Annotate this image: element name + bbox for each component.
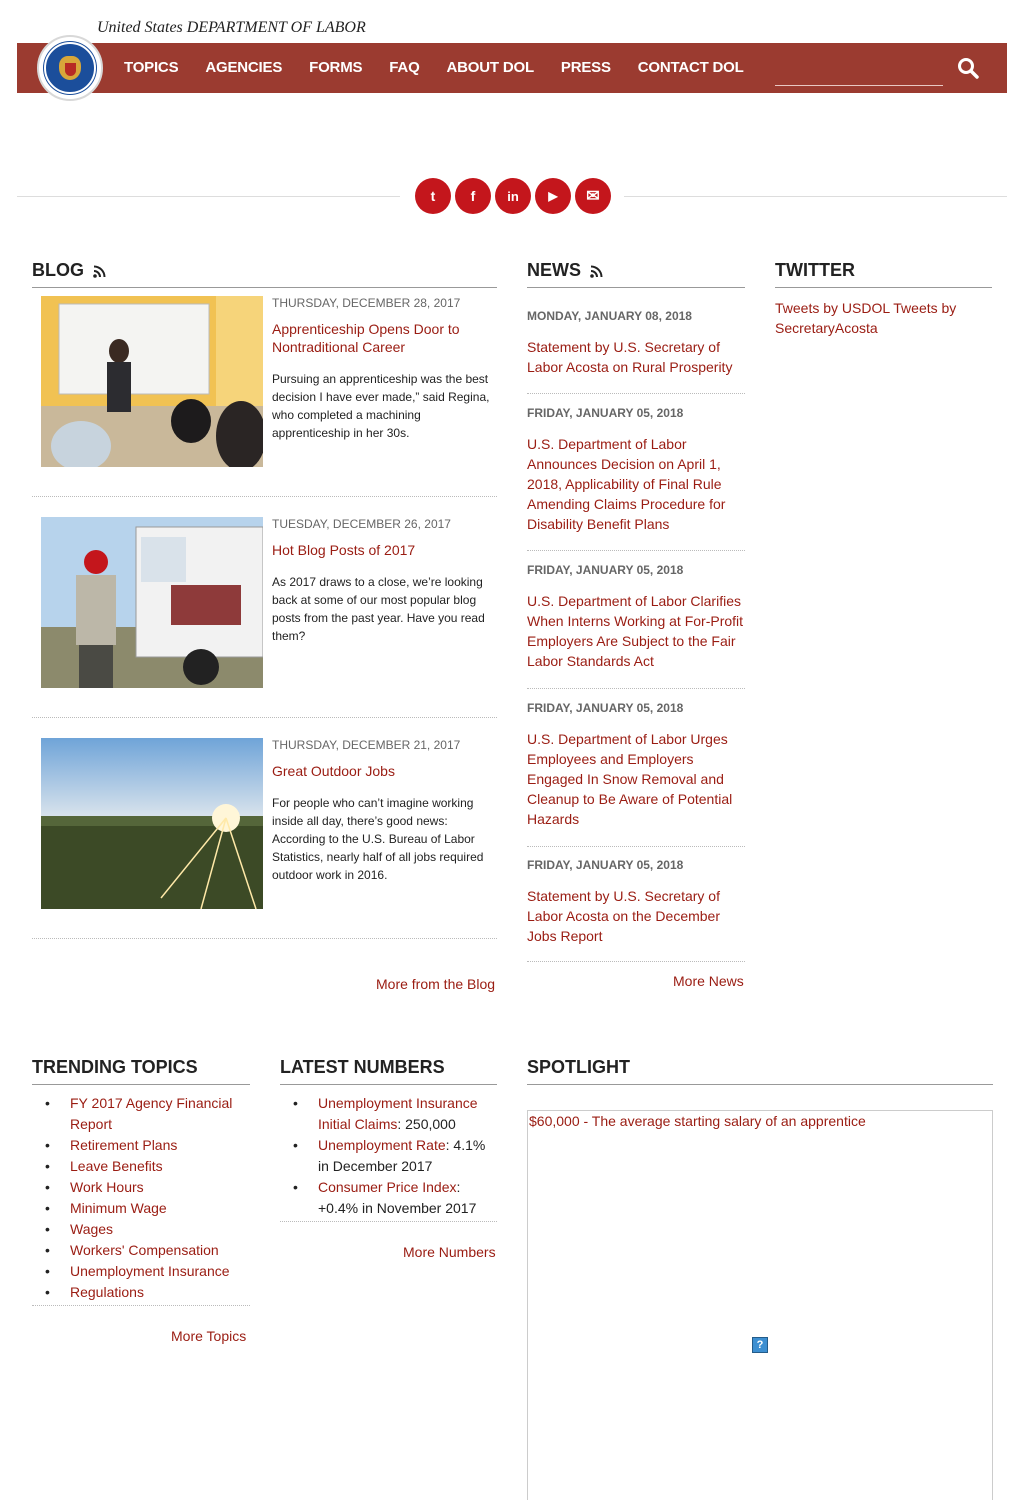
field-sunset-photo[interactable] (41, 738, 263, 909)
trending-topics-list (32, 1093, 250, 1306)
list-item (32, 1093, 250, 1135)
news-title-link[interactable]: Statement by U.S. Secretary of Labor Acosta on the December Jobs Report (527, 888, 721, 944)
nav-press[interactable]: PRESS (560, 59, 611, 76)
broken-image-icon: ? (752, 1337, 768, 1353)
blog-post (32, 497, 497, 718)
latest-numbers-heading: LATEST NUMBERS (280, 1057, 497, 1085)
blog-heading-label: BLOG (32, 260, 84, 280)
nav-faq[interactable]: FAQ (389, 59, 420, 76)
blog-date: TUESDAY, DECEMBER 26, 2017 (272, 517, 451, 531)
twitter-feed-link[interactable]: Tweets by USDOL Tweets by SecretaryAcosta (775, 300, 957, 336)
topic-link[interactable]: Wages (70, 1221, 114, 1237)
rss-icon[interactable] (93, 265, 106, 278)
twitter-heading: TWITTER (775, 260, 992, 288)
spotlight-panel (527, 1110, 993, 1500)
dol-seal-logo[interactable] (37, 35, 103, 101)
spotlight-link[interactable]: $60,000 - The average starting salary of an apprentice (529, 1113, 866, 1129)
more-numbers-link[interactable]: More Numbers (403, 1244, 496, 1260)
nav-topics[interactable]: TOPICS (124, 59, 179, 76)
blog-date: THURSDAY, DECEMBER 28, 2017 (272, 296, 461, 310)
news-date: FRIDAY, JANUARY 05, 2018 (527, 563, 684, 577)
topic-link[interactable]: Regulations (70, 1284, 144, 1300)
shield-icon (65, 63, 76, 76)
list-item (32, 1177, 250, 1198)
topic-link[interactable]: Leave Benefits (70, 1158, 163, 1174)
more-news-link[interactable]: More News (673, 973, 744, 989)
number-link[interactable]: Unemployment Rate (318, 1137, 446, 1153)
list-item (32, 1156, 250, 1177)
topic-link[interactable]: Retirement Plans (70, 1137, 178, 1153)
news-date: FRIDAY, JANUARY 05, 2018 (527, 701, 684, 715)
list-item (32, 1240, 250, 1261)
blog-date: THURSDAY, DECEMBER 21, 2017 (272, 738, 461, 752)
news-item (527, 563, 745, 689)
topic-link[interactable]: Unemployment Insurance (70, 1263, 230, 1279)
news-title-link[interactable]: U.S. Department of Labor Urges Employees and Employers Engaged In Snow Removal and Cleanup to Be Aware of Potential Hazards (527, 731, 733, 827)
blog-heading (32, 260, 497, 288)
divider-left (17, 196, 400, 197)
number-value: : 4.1% in December 2017 (318, 1137, 486, 1174)
topic-link[interactable]: Work Hours (70, 1179, 144, 1195)
topic-link[interactable]: FY 2017 Agency Financial Report (70, 1095, 233, 1132)
nav-menu (124, 43, 771, 93)
latest-numbers-list (280, 1093, 497, 1222)
blog-title-link[interactable]: Apprenticeship Opens Door to Nontraditional Career (272, 321, 460, 355)
more-topics-link[interactable]: More Topics (171, 1328, 247, 1344)
number-value: : 250,000 (397, 1116, 456, 1132)
news-date: MONDAY, JANUARY 08, 2018 (527, 309, 692, 323)
twitter-icon[interactable]: t (415, 178, 451, 214)
social-links (415, 178, 615, 214)
facebook-icon[interactable]: f (455, 178, 491, 214)
list-item (32, 1261, 250, 1282)
list-item (280, 1135, 497, 1177)
list-item (280, 1093, 497, 1135)
news-date: FRIDAY, JANUARY 05, 2018 (527, 858, 684, 872)
list-item (32, 1135, 250, 1156)
divider-right (624, 196, 1007, 197)
search-input[interactable] (775, 85, 943, 86)
more-blog-link[interactable]: More from the Blog (376, 976, 496, 992)
topic-link[interactable]: Workers' Compensation (70, 1242, 219, 1258)
truck-driver-photo[interactable] (41, 517, 263, 688)
news-date: FRIDAY, JANUARY 05, 2018 (527, 406, 684, 420)
topic-link[interactable]: Minimum Wage (70, 1200, 167, 1216)
list-item (32, 1219, 250, 1240)
main-navbar (17, 43, 1007, 93)
nav-forms[interactable]: FORMS (309, 59, 363, 76)
news-heading (527, 260, 745, 288)
rss-icon[interactable] (590, 265, 603, 278)
list-item (32, 1282, 250, 1303)
blog-title-link[interactable]: Great Outdoor Jobs (272, 763, 395, 779)
spotlight-heading: SPOTLIGHT (527, 1057, 993, 1085)
search-icon[interactable] (956, 56, 980, 80)
blog-summary: For people who can’t imagine working inside all day, there’s good news: According to the U.S. Bureau of Labor Statistics, nearly half of all jobs required outdoor work in 2016. (272, 796, 484, 882)
number-link[interactable]: Consumer Price Index (318, 1179, 457, 1195)
email-icon[interactable]: ✉ (575, 178, 611, 214)
youtube-icon[interactable]: ▶ (535, 178, 571, 214)
news-title-link[interactable]: U.S. Department of Labor Announces Decision on April 1, 2018, Applicability of Final Rule Amending Claims Procedure for Disability Benefit Plans (527, 436, 726, 532)
blog-title-link[interactable]: Hot Blog Posts of 2017 (272, 542, 416, 558)
news-item (527, 858, 745, 962)
nav-contact-dol[interactable]: CONTACT DOL (637, 59, 744, 76)
news-item (527, 701, 745, 847)
seal-inner-icon (44, 42, 96, 94)
linkedin-icon[interactable]: in (495, 178, 531, 214)
news-item (527, 309, 745, 394)
blog-post (32, 286, 497, 497)
news-heading-label: NEWS (527, 260, 581, 280)
blog-summary: As 2017 draws to a close, we’re looking back at some of our most popular blog posts from the past year. Have you read them? (272, 575, 485, 643)
news-item (527, 406, 745, 551)
trending-topics-heading: TRENDING TOPICS (32, 1057, 250, 1085)
list-item (280, 1177, 497, 1219)
nav-agencies[interactable]: AGENCIES (205, 59, 283, 76)
blog-summary: Pursuing an apprenticeship was the best decision I have ever made,” said Regina, who completed a machining apprenticeship in her 30s. (272, 372, 490, 440)
classroom-photo[interactable] (41, 296, 263, 467)
number-link[interactable]: Unemployment Insurance Initial Claims (318, 1095, 478, 1132)
agency-title: United States DEPARTMENT OF LABOR (97, 19, 366, 36)
number-value: : +0.4% in November 2017 (318, 1179, 477, 1216)
blog-post (32, 718, 497, 939)
list-item (32, 1198, 250, 1219)
news-title-link[interactable]: Statement by U.S. Secretary of Labor Acosta on Rural Prosperity (527, 339, 733, 375)
nav-about-dol[interactable]: ABOUT DOL (446, 59, 534, 76)
news-title-link[interactable]: U.S. Department of Labor Clarifies When Interns Working at For-Profit Employers Are Subject to the Fair Labor Standards Act (527, 593, 744, 669)
